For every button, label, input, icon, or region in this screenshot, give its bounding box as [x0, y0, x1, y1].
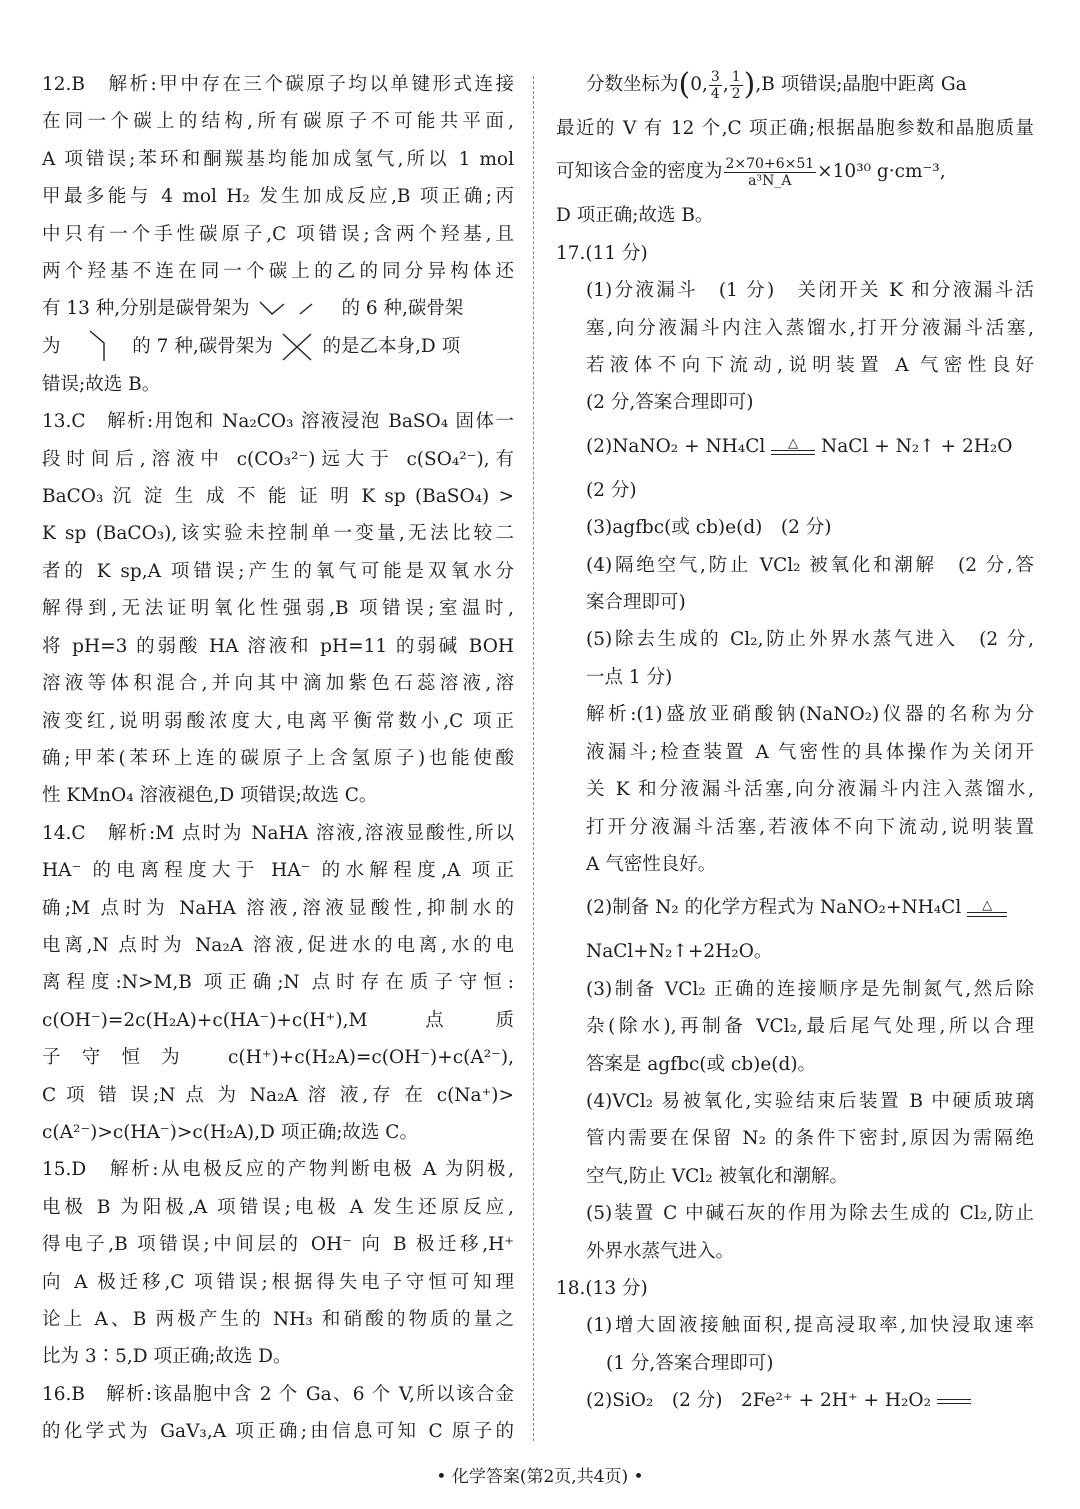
text-line: (1)分液漏斗 (1 分) 关闭开关 K 和分液漏斗活	[586, 280, 1034, 302]
text-line: 中只有一个手性碳原子,C 项错误;含两个羟基,且	[42, 223, 514, 245]
answer-14	[42, 815, 514, 1152]
text-line: 答案是 agfbc(或 cb)e(d)。	[586, 1053, 817, 1075]
text-line: (1)增大固液接触面积,提高浸取率,加快浸取速率	[586, 1315, 1034, 1337]
text-line: (3)制备 VCl₂ 正确的连接顺序是先制氮气,然后除	[586, 978, 1034, 1000]
answer-16-continued	[556, 60, 1034, 235]
page-footer: • 化学答案(第2页,共4页) •	[436, 1467, 644, 1487]
text-line: 溶液等体积混合,并向其中滴加紫色石蕊溶液,溶	[42, 673, 514, 695]
fraction-denominator: a³N_A	[748, 172, 792, 189]
text-line: NaCl+N₂↑+2H₂O。	[586, 941, 773, 963]
text-fragment: (2)SiO₂ (2 分) 2Fe²⁺ + 2H⁺ + H₂O₂	[586, 1390, 932, 1412]
answer-17	[556, 235, 1034, 1270]
text-line: 电离,N 点时为 Na₂A 溶液,促进水的电离,水的电	[42, 934, 514, 956]
fraction-1-2	[730, 69, 743, 102]
fraction-3-4	[709, 69, 722, 102]
text-line: 15.D 解析:从电极反应的产物判断电极 A 为阴极,	[42, 1159, 514, 1181]
answer-18-body	[556, 1307, 1034, 1419]
text-line: (2 分,答案合理即可)	[586, 392, 754, 414]
text-line: c(OH⁻)=2c(H₂A)+c(HA⁻)+c(H⁺),M 点质	[42, 1009, 514, 1031]
heat-arrow	[967, 897, 1007, 917]
text-line: (5)除去生成的 Cl₂,防止外界水蒸气进入 (2 分,	[586, 629, 1034, 651]
text-line: 案合理即可)	[586, 592, 686, 614]
text-line: 14.C 解析:M 点时为 NaHA 溶液,溶液显酸性,所以	[42, 822, 514, 844]
fraction-numerator: 2×70+6×51	[725, 155, 815, 172]
text-line: 比为 3∶5,D 项正确;故选 D。	[42, 1346, 292, 1368]
text-line: (1 分,答案合理即可)	[606, 1352, 774, 1374]
text-line: 12.B 解析:甲中存在三个碳原子均以单键形式连接	[42, 74, 514, 95]
text-line: 子守恒为 c(H⁺)+c(H₂A)=c(OH⁻)+c(A²⁻),	[42, 1047, 514, 1069]
text-line: 解析:(1)盛放亚硝酸钠(NaNO₂)仪器的名称为分	[586, 704, 1034, 726]
text-fragment: 的是乙本身,D 项	[322, 335, 461, 357]
text-line: 关 K 和分液漏斗活塞,向分液漏斗内注入蒸馏水,	[586, 779, 1034, 801]
text-line: 13.C 解析:用饱和 Na₂CO₃ 溶液浸泡 BaSO₄ 固体一	[42, 411, 514, 433]
text-line: 一点 1 分)	[586, 666, 673, 688]
text-line: c(A²⁻)>c(HA⁻)>c(H₂A),D 项正确;故选 C。	[42, 1121, 418, 1143]
text-line: 塞,向分液漏斗内注入蒸馏水,打开分液漏斗活塞,	[586, 317, 1034, 339]
text-line: 16.B 解析:该晶胞中含 2 个 Ga、6 个 V,所以该合金	[42, 1383, 514, 1405]
answer-18	[556, 1270, 1034, 1420]
text-line	[42, 322, 514, 372]
answer-15	[42, 1151, 514, 1375]
text-line: 甲最多能与 4 mol H₂ 发生加成反应,B 项正确;丙	[42, 186, 514, 208]
text-line: 错误;故选 B。	[42, 373, 161, 395]
heat-symbol: △	[788, 436, 799, 452]
text-fragment: NaCl + N₂↑ + 2H₂O	[821, 435, 1013, 457]
text-line: A 气密性良好。	[586, 853, 717, 875]
text-line: 解得到,无法证明氧化性强弱,B 项错误;室温时,	[42, 598, 514, 620]
text-line: 空气,防止 VCl₂ 被氧化和潮解。	[586, 1165, 848, 1187]
text-line: D 项正确;故选 B。	[556, 205, 714, 227]
text-line: 向 A 极迁移,C 项错误;根据得失电子守恒可知理	[42, 1271, 514, 1293]
text-line: 性 KMnO₄ 溶液褪色,D 项错误;故选 C。	[42, 785, 378, 807]
fraction-numerator: 1	[731, 68, 741, 85]
answer-12	[42, 66, 514, 403]
heat-symbol: △	[982, 897, 993, 913]
answer-13	[42, 403, 514, 814]
text-line: 离程度:N>M,B 项正确;N 点时存在质子守恒:	[42, 972, 514, 994]
text-line: 段时间后,溶液中 c(CO₃²⁻)远大于 c(SO₄²⁻),有	[42, 448, 514, 470]
heat-arrow	[771, 438, 815, 455]
text-line: 若液体不向下流动,说明装置 A 气密性良好	[586, 355, 1034, 377]
text-fragment: (2)NaNO₂ + NH₄Cl	[586, 435, 766, 457]
text-line: 将 pH=3 的弱酸 HA 溶液和 pH=11 的弱碱 BOH	[42, 635, 514, 657]
text-line: 外界水蒸气进入。	[586, 1240, 735, 1262]
text-line: 两个羟基不连在同一个碳上的乙的同分异构体还	[42, 261, 514, 283]
text-line: 确;M 点时为 NaHA 溶液,溶液显酸性,抑制水的	[42, 897, 514, 919]
text-line: 的化学式为 GaV₃,A 项正确;由信息可知 C 原子的	[42, 1421, 514, 1443]
text-line: 电极 B 为阳极,A 项错误;电极 A 发生还原反应,	[42, 1196, 514, 1218]
equals-bar	[937, 1399, 971, 1404]
question-header: 18.(13 分)	[556, 1277, 648, 1299]
equation-line	[586, 422, 1034, 472]
text-line: 液漏斗;检查装置 A 气密性的具体操作为关闭开	[586, 741, 1034, 763]
answer-17-body	[556, 272, 1034, 1270]
carbon-skeleton-cross-icon	[279, 330, 317, 364]
text-line: A 项错误;苯环和酮羰基均能加成氢气,所以 1 mol	[42, 148, 514, 170]
text-fragment: 有 13 种,分别是碳骨架为	[42, 298, 250, 320]
text-line: 管内需要在保留 N₂ 的条件下密封,原因为需隔绝	[586, 1128, 1034, 1150]
text-line: (4)VCl₂ 易被氧化,实验结束后装置 B 中硬质玻璃	[586, 1090, 1034, 1112]
equation-line	[586, 883, 1034, 933]
text-line: K sp (BaCO₃),该实验未控制单一变量,无法比较二	[42, 523, 514, 545]
text-line: BaCO₃ 沉 淀 生 成 不 能 证 明 K sp (BaSO₄) >	[42, 486, 514, 508]
left-column	[42, 66, 514, 1451]
text-line	[556, 147, 1034, 197]
column-divider	[533, 76, 534, 1441]
text-fragment: 的 7 种,碳骨架为	[132, 335, 273, 357]
text-fragment: 的 6 种,碳骨架	[341, 298, 464, 320]
paren-close: )	[743, 67, 756, 102]
text-line: 杂(除水),再制备 VCl₂,最后尾气处理,所以合理	[586, 1016, 1034, 1038]
text-line: (2 分)	[586, 479, 637, 501]
text-fragment: 可知该合金的密度为	[556, 161, 723, 183]
equation-line	[586, 1382, 1034, 1419]
carbon-skeleton-branched-icon	[66, 327, 126, 367]
fraction-numerator: 3	[710, 68, 720, 85]
text-fragment: ×10³⁰ g·cm⁻³,	[817, 161, 946, 183]
fraction-denominator: 4	[710, 85, 720, 102]
paren-open: (	[678, 67, 691, 102]
text-fragment: 为	[42, 335, 61, 357]
text-fragment: 分数坐标为	[586, 74, 679, 95]
text-line: (4)隔绝空气,防止 VCl₂ 被氧化和潮解 (2 分,答	[586, 554, 1034, 576]
text-fragment: 0,	[690, 74, 708, 95]
text-line: 确;甲苯(苯环上连的碳原子上含氢原子)也能使酸	[42, 747, 514, 769]
text-line: 者的 K sp,A 项错误;产生的氧气可能是双氧水分	[42, 560, 514, 582]
question-header: 17.(11 分)	[556, 242, 648, 264]
carbon-skeleton-zigzag-icon	[256, 298, 336, 320]
answer-16	[42, 1376, 514, 1451]
fraction-denominator: 2	[731, 85, 741, 102]
equals-bar	[771, 450, 815, 455]
right-column	[556, 66, 1034, 1420]
text-line: 液变红,说明弱酸浓度大,电离平衡常数小,C 项正	[42, 710, 514, 732]
text-line: (5)装置 C 中碱石灰的作用为除去生成的 Cl₂,防止	[586, 1203, 1034, 1225]
density-fraction	[724, 156, 817, 189]
text-fragment: ,B 项错误;晶胞中距离 Ga	[755, 74, 967, 95]
text-line: 最近的 V 有 12 个,C 项正确;根据晶胞参数和晶胞质量	[556, 118, 1034, 139]
text-line: (3)agfbc(或 cb)e(d) (2 分)	[586, 517, 832, 539]
text-line: 打开分液漏斗活塞,若液体不向下流动,说明装置	[586, 816, 1034, 838]
text-line: 论上 A、B 两极产生的 NH₃ 和硝酸的物质的量之	[42, 1309, 514, 1330]
text-line: 在同一个碳上的结构,所有碳原子不可能共平面,	[42, 111, 514, 133]
text-line: HA⁻ 的电离程度大于 HA⁻ 的水解程度,A 项正	[42, 860, 514, 882]
text-line: 得电子,B 项错误;中间层的 OH⁻ 向 B 极迁移,H⁺	[42, 1234, 514, 1256]
text-line: C 项 错 误;N 点 为 Na₂A 溶 液,存 在 c(Na⁺)>	[42, 1084, 514, 1106]
text-line: 分数坐标为(0, $\frac{3}{4}$ , $\frac{1}{2}$ ),B 项错误;晶胞中距离 Ga	[586, 67, 967, 102]
text-fragment: (2)制备 N₂ 的化学方程式为 NaNO₂+NH₄Cl	[586, 897, 962, 919]
